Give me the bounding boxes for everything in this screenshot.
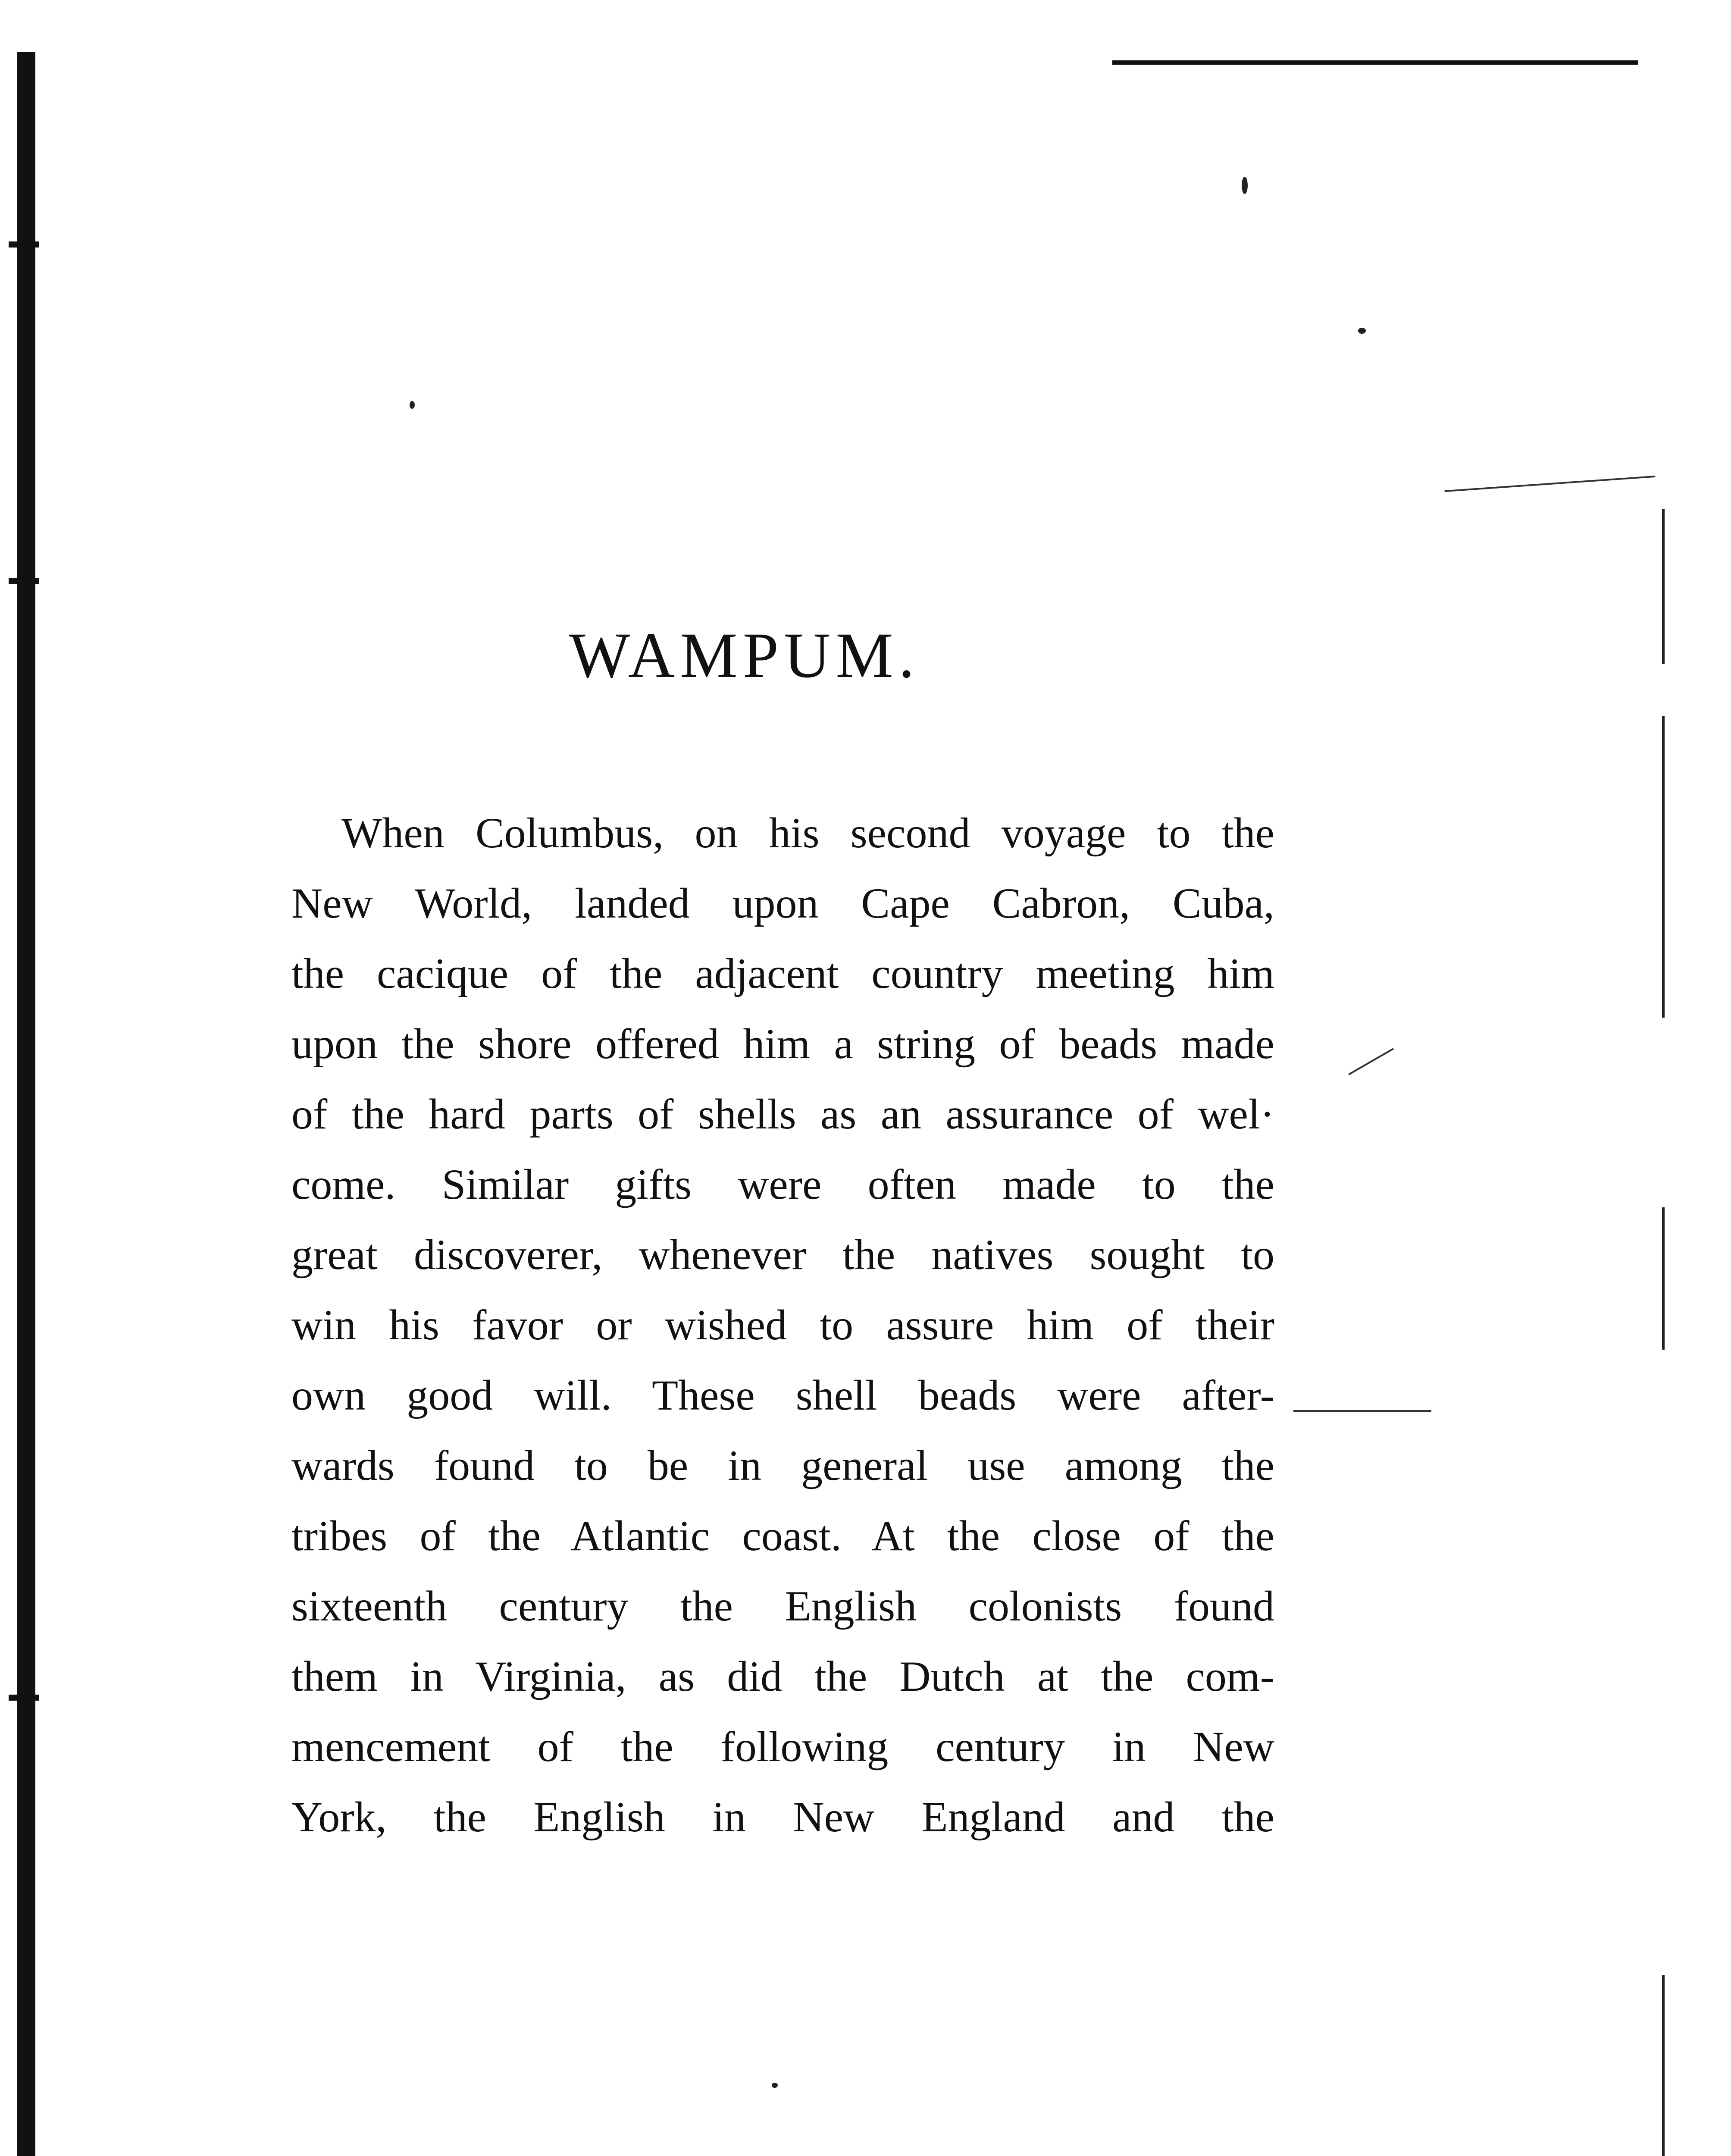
scan-right-edge	[1662, 1975, 1665, 2156]
text-line: When Columbus, on his second voyage to the	[341, 809, 1274, 857]
scan-speck	[410, 401, 415, 409]
scan-stroke	[1348, 1048, 1394, 1075]
text-line: York, the English in New England and the	[291, 1793, 1274, 1841]
scan-binding-edge	[17, 52, 35, 2156]
scan-speck	[1242, 177, 1248, 194]
text-line: sixteenth century the English colonists found	[291, 1582, 1274, 1630]
text-line: upon the shore offered him a string of beads made	[291, 1020, 1274, 1068]
scan-top-edge	[1112, 60, 1638, 65]
scan-stroke	[1293, 1410, 1431, 1412]
text-line: of the hard parts of shells as an assurance of wel·	[291, 1090, 1274, 1138]
scan-speck	[772, 2083, 778, 2088]
text-line: mencement of the following century in New	[291, 1723, 1274, 1771]
body-paragraph	[291, 798, 1274, 1852]
scan-right-edge	[1662, 1207, 1665, 1350]
text-line: own good will. These shell beads were after-	[291, 1371, 1274, 1419]
text-line: wards found to be in general use among the	[291, 1442, 1274, 1489]
scan-mark	[9, 578, 39, 584]
scan-right-edge	[1662, 509, 1665, 664]
text-line: tribes of the Atlantic coast. At the close of the	[291, 1512, 1274, 1560]
text-line: come. Similar gifts were often made to the	[291, 1160, 1274, 1208]
text-line: New World, landed upon Cape Cabron, Cuba,	[291, 879, 1274, 927]
text-line: win his favor or wished to assure him of their	[291, 1301, 1274, 1349]
scan-stroke	[1444, 476, 1655, 492]
page-title: WAMPUM.	[569, 620, 920, 691]
text-line: them in Virginia, as did the Dutch at the com-	[291, 1652, 1274, 1700]
scan-right-edge	[1662, 716, 1665, 1018]
scan-mark	[9, 241, 39, 248]
scan-speck	[1358, 328, 1366, 334]
text-line: the cacique of the adjacent country meeting him	[291, 950, 1274, 997]
scan-mark	[9, 1695, 39, 1701]
text-line: great discoverer, whenever the natives sought to	[291, 1231, 1274, 1279]
